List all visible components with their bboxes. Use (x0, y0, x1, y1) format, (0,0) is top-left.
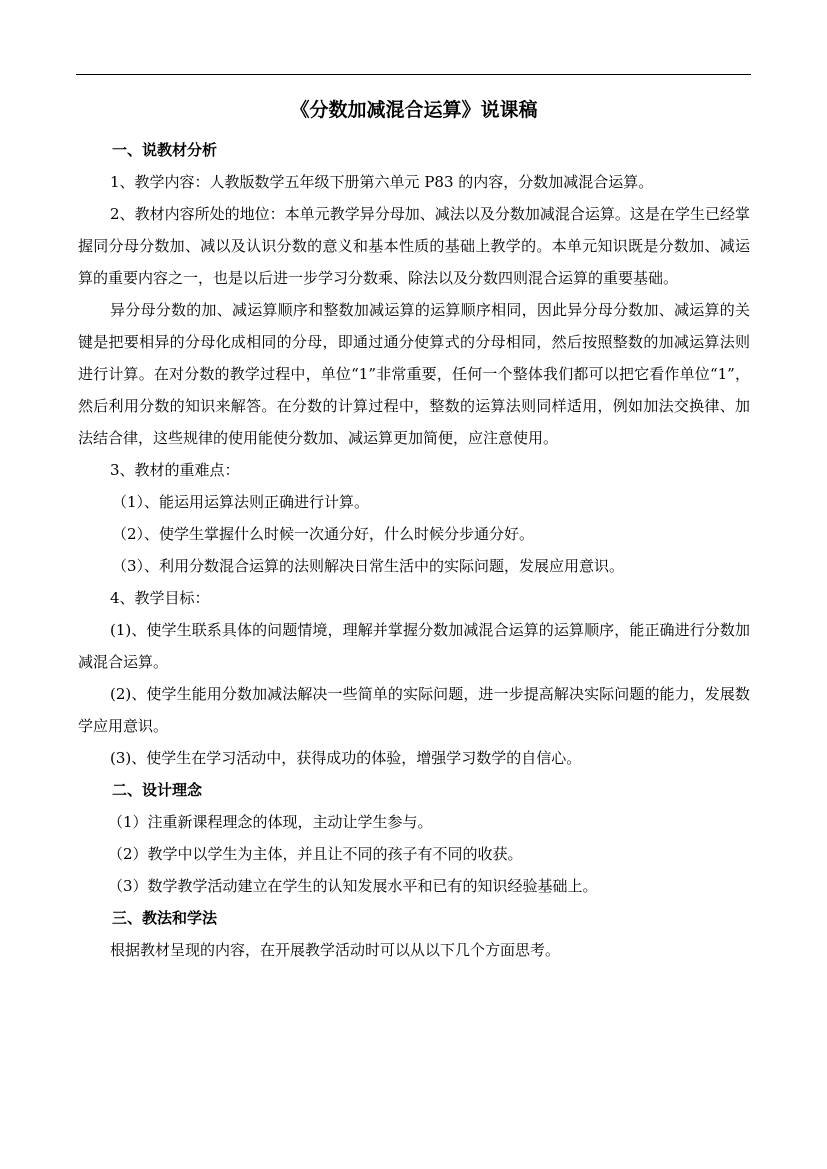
key-point-1: （1）、能运用运算法则正确进行计算。 (112, 493, 370, 511)
paragraph-teaching-content: 1、教学内容：人教版数学五年级下册第六单元 P83 的内容，分数加减混合运算。 (110, 173, 654, 191)
design-concept-3: （3）数学教学活动建立在学生的认知发展水平和已有的知识经验基础上。 (108, 877, 598, 895)
paragraph-unlike-denominators: 异分母分数的加、减运算顺序和整数加减运算的运算顺序相同，因此异分母分数加、减运算的关键是把要相异的分母化成相同的分母，即通过通分使算式的分母相同，然后按照整数的加减运算法则进行计算。在对分数的教学过程中，单位“1”非常重要，任何一个整体我们都可以把它看作单位“1”，然后利用分数的知识来解答。在分数的计算过程中，整数的运算法则同样适用，例如加法交换律、加法结合律，这些规律的使用能使分数加、减运算更加简便，应注意使用。 (78, 301, 750, 447)
section-heading-3: 三、教法和学法 (112, 909, 218, 927)
design-concept-2: （2）教学中以学生为主体，并且让不同的孩子有不同的收获。 (108, 845, 523, 863)
paragraph-material-position: 2、教材内容所处的地位：本单元教学异分母加、减法以及分数加减混合运算。这是在学生已经掌握同分母分数加、减以及认识分数的意义和基本性质的基础上教学的。本单元知识既是分数加、减运算的重要内容之一，也是以后进一步学习分数乘、除法以及分数四则混合运算的重要基础。 (78, 205, 750, 287)
paragraph-objectives-label: 4、教学目标： (110, 589, 210, 607)
document-body (78, 96, 750, 966)
section-heading-2: 二、设计理念 (112, 781, 203, 799)
objective-1: (1)、使学生联系具体的问题情境，理解并掌握分数加减混合运算的运算顺序，能正确进行分数加减混合运算。 (78, 621, 750, 671)
design-concept-1: （1）注重新课程理念的体现，主动让学生参与。 (108, 813, 433, 831)
key-point-2: （2）、使学生掌握什么时候一次通分好，什么时候分步通分好。 (112, 525, 535, 543)
paragraph-key-points-label: 3、教材的重难点： (110, 461, 240, 479)
section-heading-1: 一、说教材分析 (112, 141, 218, 159)
document-title: 《分数加减混合运算》说课稿 (290, 99, 538, 121)
objective-2: (2)、使学生能用分数加减法解决一些简单的实际问题，进一步提高解决实际问题的能力，发展数学应用意识。 (78, 685, 750, 735)
key-point-3: （3）、利用分数混合运算的法则解决日常生活中的实际问题，发展应用意识。 (112, 557, 625, 575)
paragraph-methods-intro: 根据教材呈现的内容，在开展教学活动时可以从以下几个方面思考。 (110, 941, 561, 959)
objective-3: (3)、使学生在学习活动中，获得成功的体验，增强学习数学的自信心。 (110, 749, 582, 767)
header-rule (76, 74, 751, 75)
